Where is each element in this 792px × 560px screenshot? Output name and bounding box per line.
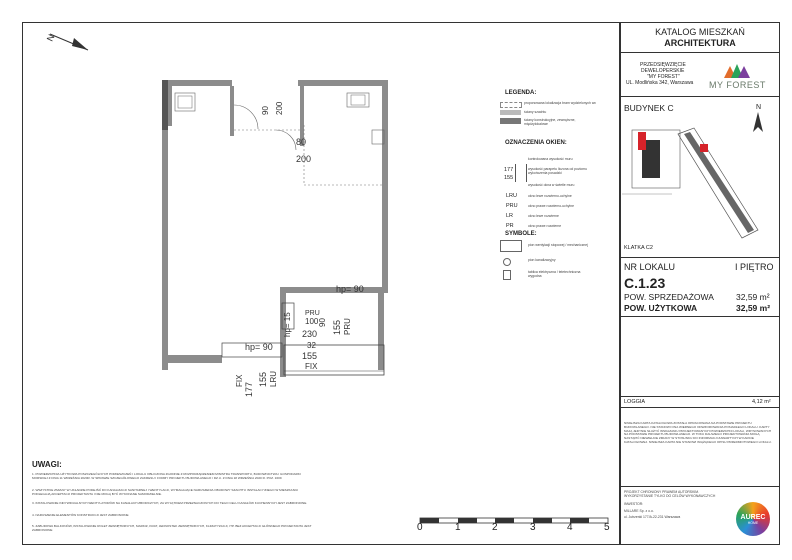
investor-l3: INWESTOR: xyxy=(624,502,644,506)
developer-l1: PRZEDSIĘWZIĘCIE xyxy=(640,62,686,68)
developer-l2: DEWELOPERSKIE xyxy=(641,68,685,74)
divider xyxy=(620,486,780,487)
code-pr-desc: okno prawe rozwierne xyxy=(528,224,562,228)
symbol-2: pion kanalizacyjny xyxy=(528,258,556,262)
code-lru-desc: okno lewe rozwierno-uchylne xyxy=(528,194,572,198)
loggia-value: 4,12 m² xyxy=(752,399,771,405)
symbol-1: pion wentylacji stopowej / mechanicznej xyxy=(528,243,588,247)
dim-80: 80 xyxy=(296,137,307,147)
symbols-title: SYMBOLE: xyxy=(505,231,537,237)
investor-l5: ul. Jutrzenki 177/A-22-231 Warszawa xyxy=(624,515,681,519)
unit-number: C.1.23 xyxy=(624,275,666,291)
code-pru: PRU xyxy=(506,203,518,209)
code-lr-desc: okno lewe rozwierne xyxy=(528,214,559,218)
legend-swatch-dashed xyxy=(500,102,522,108)
divider xyxy=(620,407,780,408)
window-note-3: wysokość okna w świetle muru xyxy=(528,183,575,187)
dim-200: 200 xyxy=(275,101,284,115)
svg-text:N: N xyxy=(44,32,57,43)
stair-label: KLATKA C2 xyxy=(624,245,653,251)
lru-label: LRU xyxy=(269,370,278,387)
code-pr: PR xyxy=(506,223,514,229)
electric-panel-icon xyxy=(503,270,511,280)
dim-155-lru: 155 xyxy=(258,371,268,387)
code-pru-desc: okno prawe rozwierno-uchylne xyxy=(528,204,574,208)
catalog-subtitle: ARCHITEKTURA xyxy=(664,38,736,48)
divider xyxy=(620,52,780,53)
legend-swatch-dark xyxy=(500,118,521,124)
usable-area-label: POW. UŻYTKOWA xyxy=(624,303,698,313)
vent-shaft-icon xyxy=(500,240,522,252)
scale-tick-0: 0 xyxy=(417,522,423,533)
floor-plan xyxy=(150,75,410,405)
my-forest-logo-text: MY FOREST xyxy=(709,80,766,90)
dim-155-pru: 155 xyxy=(332,319,342,335)
legend-item-2: ściany szachtu xyxy=(524,110,547,114)
dim-177: 177 xyxy=(244,381,254,397)
sales-area-value: 32,59 m² xyxy=(736,292,770,302)
legend-title: LEGENDA: xyxy=(505,90,537,96)
sewer-pipe-icon xyxy=(503,258,511,266)
dim-155-fix: 155 xyxy=(302,351,318,361)
building-north: N xyxy=(756,104,762,111)
note-4: 4. NARUSZENIE ELEMENTÓW KONSTRUKCJI JEST ZABRONIONE xyxy=(32,513,129,517)
note-2: 2. WSZYSTKIE ZMIANY W UKŁADZIE PODEJŚĆ DO KANALIZACJI SANITARNEJ I WENTYLACJI, WYMAGAJĄCE NARUSZENIA OBUDOWY SZACHTU INSTALACYJNEGO W MIESZKANIU PODLEGAJĄ AKCEPTACJI PROJEKTANTA I NIE MOGĄ BYĆ WYKONANE SAMODZIELNIE. xyxy=(32,488,299,496)
catalog-title: KATALOG MIESZKAŃ xyxy=(655,27,745,37)
sales-area-label: POW. SPRZEDAŻOWA xyxy=(624,292,714,302)
legend-swatch-light xyxy=(500,110,521,115)
fix-label: FIX xyxy=(305,362,318,371)
building-label: BUDYNEK C xyxy=(624,103,674,113)
divider xyxy=(620,396,780,397)
window-num-2: 155 xyxy=(504,175,514,181)
investor-l1: PROJEKT CHRONIONY PRAWEM AUTORSKIM. xyxy=(624,490,700,494)
windows-title: OZNACZENIA OKIEN: xyxy=(505,140,567,146)
dim-200b: 200 xyxy=(296,154,312,164)
site-map xyxy=(622,120,772,242)
north-arrow-icon xyxy=(44,28,94,56)
scale-tick-2: 2 xyxy=(492,522,498,533)
unit-floor: I PIĘTRO xyxy=(735,262,774,272)
scale-tick-3: 3 xyxy=(530,522,536,533)
window-num-1: 177 xyxy=(504,167,514,173)
aurec-logo-sub: HOME xyxy=(747,520,759,525)
loggia-label: LOGGIA xyxy=(624,399,646,405)
investor-l4: MILLARE Sp. z o.o. xyxy=(624,509,654,513)
notes-title: UWAGI: xyxy=(32,460,62,469)
unit-nr-label: NR LOKALU xyxy=(624,262,676,272)
hp-90-bottom: hp= 90 xyxy=(245,342,273,352)
scale-tick-4: 4 xyxy=(567,522,573,533)
dim-32: 32 xyxy=(307,341,316,350)
hp-15: hp= 15 xyxy=(283,312,292,337)
scale-tick-5: 5 xyxy=(604,522,610,533)
note-5: 5. ZABUDOWA BALKONÓW, INSTALOWANIE ROLET ZEWNĘTRZNYCH, MARKIZ, KRAT, JEDNOSTEK ZEWNĘTRZNYCH, KLIMATYZACJI, ITP. BEZ AKCEPTACJI GŁÓWNEGO PROJEKTANTA JEST ZABRONIONE xyxy=(32,524,312,532)
symbol-3: tablica elektryczna / teletechniczna wygodna xyxy=(528,270,581,278)
developer-l3: "MY FOREST" xyxy=(647,74,680,80)
dim-230: 230 xyxy=(302,329,318,339)
window-note-1: kontrolowana wysokość muru xyxy=(528,157,573,161)
note-1: 1. POWIERZCHNIA UŻYTKOWA POSZCZEGÓLNYCH POMIESZCZEŃ I LOKALU OBLICZONA ZGODNIE Z ROZPORZĄDZENIEM MINISTRA TRANSPORTU, BUDOWNICTWA I GOSPODARKI MORSKIEJ Z DNIA 11 WRZEŚNIA 2020R. W SPRAWIE SZCZEGÓŁOWEGO ZAKRESU I FORMY PROJEKTU BUDOWLANEGO / DZ.U. Z DNIA 18 WRZEŚNIA 2020 R. POZ. 1609 xyxy=(32,472,301,480)
hp-90-top: hp= 90 xyxy=(336,284,364,294)
scale-tick-1: 1 xyxy=(455,522,461,533)
window-symbol xyxy=(515,164,527,182)
pru-label-2: PRU xyxy=(343,318,352,335)
developer-address: UL. Modlińska 342, Warszawa xyxy=(626,80,694,86)
legend-item-3: ściany konstrukcyjne, zewnętrzne, międzylokalowe xyxy=(524,118,576,126)
code-lr: LR xyxy=(506,213,514,219)
aurec-logo-icon xyxy=(736,502,770,536)
divider xyxy=(620,257,780,258)
disclaimer: NINIEJSZA KARTA KATALOGOWA ZOSTAŁA OPRACOWANA NA PODSTAWIE PROJEKTU BUDOWLANEGO. NIE STANOWI ONA WIERNEGO ODWZOROWANIA POSIADŁEGO LOKALU. KARTY MAJĄ JEDYNIE SŁUŻYĆ WSKAZANIU PROJEKTOWANYCH POWIERZCHNI LOKALI, WRYSOWANYCH NA PODSTAWIE PROJEKTU BUDOWLANEGO. W TOKU DALSZEGO PROJEKTOWANIA MOGĄ NASTĄPIĆ NIEWIELKIE ZMIANY W STOSUNKU DO INFORMACJI ZAWARTYCH W KARCIE KATALOGOWEJ. NINIEJSZA KARTA NIE STANOWI WIĄŻĄCEGO OPISU PRZEDMIOTOWEGO LOKALU. xyxy=(624,421,772,444)
usable-area-value: 32,59 m² xyxy=(736,303,771,313)
fix-label-v: FIX xyxy=(235,374,244,387)
code-lru: LRU xyxy=(506,193,518,199)
divider xyxy=(620,316,780,317)
pru-label: PRU xyxy=(305,310,320,317)
dim-100: 100 xyxy=(305,317,319,326)
dim-90: 90 xyxy=(261,106,270,115)
legend-item-1: proponowana lokalizacja bram wydzielonych wc xyxy=(524,101,596,105)
investor-l2: WYKORZYSTANIE TYLKO DO CELÓW WYKONAWCZYCH xyxy=(624,494,716,498)
divider xyxy=(620,96,780,97)
scale-bar xyxy=(414,514,614,544)
note-3: 3. INSTALOWANIE INDYWIDUALNYCH WENTYLATORÓW NA KANAŁACH ZBIORCZYCH, ZA WYJĄTKIEM PRZEZNACZONYCH DO TEGO CELU KANAŁÓW KUCHENNYCH JEST ZABRONIONE. xyxy=(32,501,308,505)
dim-90b: 90 xyxy=(318,318,327,327)
my-forest-logo-icon xyxy=(722,62,752,80)
window-note-2: wysokość parapetu liczona od poziomu wykończenia posadzki xyxy=(528,167,587,175)
aurec-logo-text: AUREC xyxy=(740,513,766,521)
